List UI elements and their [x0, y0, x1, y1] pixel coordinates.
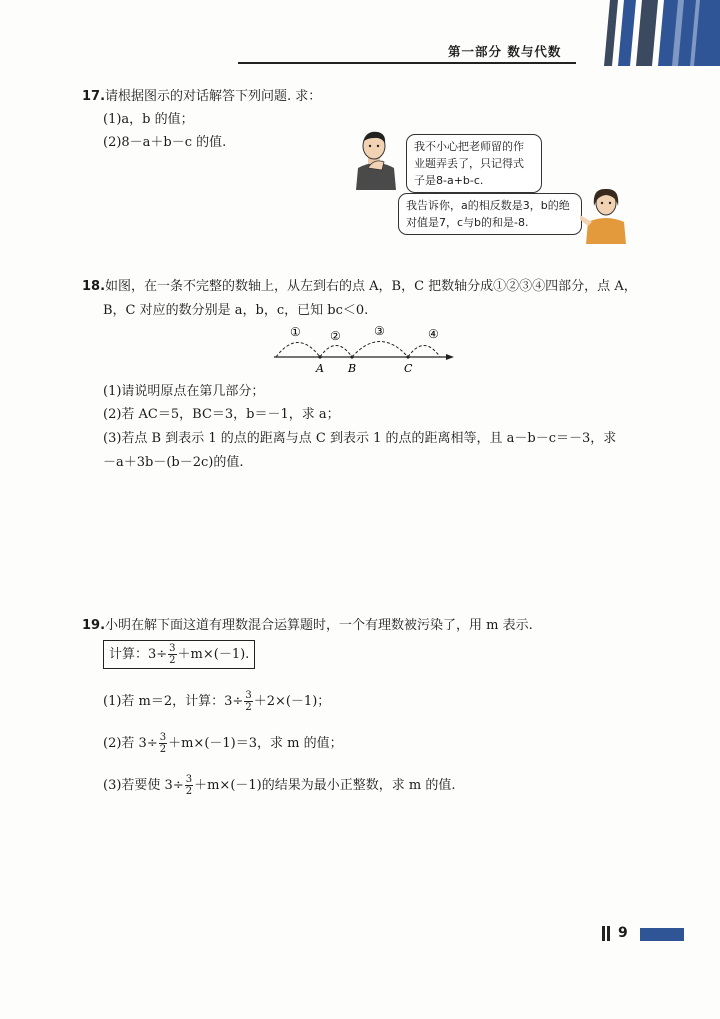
q18-prompt-line2: B，C 对应的数分别是 a，b，c，已知 bc＜0.	[103, 303, 369, 318]
point-label-b: B	[348, 362, 357, 375]
calc-box-post: ＋m×(－1).	[177, 647, 250, 662]
girl-speech-bubble: 我告诉你，a的相反数是3，b的绝对值是7，c与b的和是-8.	[398, 193, 582, 235]
section-title: 第一部分 数与代数	[448, 44, 562, 59]
q19-part3	[103, 774, 455, 797]
q18-prompt	[82, 275, 637, 294]
q19-part1-post: ＋2×(－1)；	[253, 694, 331, 709]
header-decoration	[592, 0, 720, 66]
q19-prompt-text: 小明在解下面这道有理数混合运算题时，一个有理数被污染了，用 m 表示.	[105, 618, 533, 633]
region-label-3: ③	[374, 324, 385, 338]
region-label-2: ②	[330, 329, 341, 343]
fraction	[159, 732, 167, 755]
q17-number: 17.	[82, 89, 106, 104]
q19-prompt	[82, 614, 533, 633]
fraction-denominator: 2	[169, 655, 176, 666]
q19-part3-pre: (3)若要使 3÷	[103, 778, 184, 793]
q18-part3-line2: －a＋3b－(b－2c)的值.	[103, 455, 244, 470]
q17-part2: (2)8－a＋b－c 的值.	[103, 135, 227, 150]
fraction-numerator: 3	[245, 690, 252, 701]
page-number: 9	[618, 925, 628, 941]
page-number-bar-right	[607, 926, 610, 941]
q17-part1: (1)a，b 的值；	[103, 112, 194, 127]
calc-problem-box	[103, 640, 255, 669]
fraction-denominator: 2	[159, 744, 167, 755]
fraction-numerator: 3	[159, 732, 167, 743]
fraction-denominator: 2	[185, 786, 193, 797]
fraction	[244, 690, 252, 713]
fraction-numerator: 3	[185, 774, 193, 785]
q17-prompt-text: 请根据图示的对话解答下列问题. 求：	[105, 89, 322, 104]
fraction	[168, 643, 176, 666]
q19-part2-pre: (2)若 3÷	[103, 736, 158, 751]
q18-part3-line1: (3)若点 B 到表示 1 的点的距离与点 C 到表示 1 的点的距离相等，且 a－b－c＝－3，求	[103, 431, 617, 446]
q19-part2	[103, 732, 343, 755]
fraction	[185, 774, 193, 797]
calc-box-pre: 计算：3÷	[109, 647, 168, 662]
q18-prompt-line1: 如图，在一条不完整的数轴上，从左到右的点 A，B，C 把数轴分成①②③④四部分，点 A，	[105, 279, 637, 294]
q17-prompt	[82, 85, 321, 104]
boy-speech-bubble: 我不小心把老师留的作业题弄丢了，只记得式子是8-a+b-c.	[406, 134, 542, 193]
fraction-numerator: 3	[169, 643, 176, 654]
region-label-4: ④	[428, 327, 439, 341]
q19-part1	[103, 690, 330, 713]
page-number-bar-left	[602, 926, 605, 941]
q19-part3-post: ＋m×(－1)的结果为最小正整数，求 m 的值.	[194, 778, 456, 793]
point-label-c: C	[404, 362, 413, 375]
boy-figure	[348, 128, 404, 190]
point-label-a: A	[316, 362, 324, 375]
header-rule	[238, 62, 576, 64]
q19-number: 19.	[82, 618, 106, 633]
footer-accent-bar	[640, 928, 684, 941]
q18-part2: (2)若 AC＝5，BC＝3，b＝－1，求 a；	[103, 407, 340, 422]
fraction-denominator: 2	[245, 702, 252, 713]
q19-part1-pre: (1)若 m＝2，计算：3÷	[103, 694, 244, 709]
girl-figure	[580, 186, 632, 244]
q18-part1: (1)请说明原点在第几部分；	[103, 384, 265, 399]
number-line-diagram	[268, 320, 458, 376]
region-label-1: ①	[290, 325, 301, 339]
q18-number: 18.	[82, 279, 106, 294]
q19-part2-post: ＋m×(－1)＝3，求 m 的值；	[168, 736, 343, 751]
